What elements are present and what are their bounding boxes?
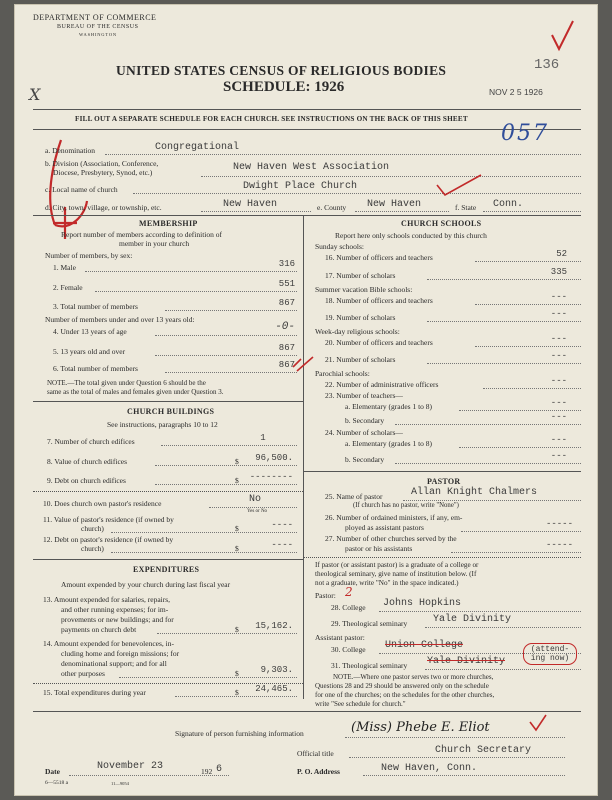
q1-value: 316 — [278, 259, 295, 269]
graduate-instruction-2: theological seminary, give name of institution below. (If — [315, 570, 477, 578]
membership-note: NOTE.—The total given under Question 6 should be the — [47, 379, 206, 387]
q18-value: --- — [550, 292, 567, 302]
margin-x-mark: X — [29, 85, 41, 104]
po-address-label: P. O. Address — [297, 767, 340, 776]
red-check-mark-icon — [549, 19, 577, 53]
q13-label-3: provements or new buildings; and for — [61, 615, 174, 624]
city-value: New Haven — [223, 199, 278, 210]
q10-value: No — [249, 494, 262, 505]
q23b-label: b. Secondary — [345, 416, 385, 425]
q13-label-4: payments on church debt — [61, 625, 137, 634]
bureau-label: BUREAU OF THE CENSUS — [57, 24, 139, 30]
members-by-age-label: Number of members under and over 13 years old: — [45, 315, 195, 324]
divider — [33, 129, 581, 130]
q13-label: 13. Amount expended for salaries, repairs, — [43, 595, 171, 604]
q5-label: 5. 13 years old and over — [53, 347, 126, 356]
q23b-value: --- — [550, 412, 567, 422]
denomination-value: Congregational — [155, 142, 240, 153]
q13-label-2: and other running expenses; for im- — [61, 605, 169, 614]
division-value: New Haven West Association — [233, 162, 390, 173]
assistant-pastor-label: Assistant pastor: — [315, 633, 365, 642]
q8-value: 96,500. — [255, 453, 293, 463]
summer-schools-label: Summer vacation Bible schools: — [315, 285, 413, 294]
q18-label: 18. Number of officers and teachers — [325, 296, 433, 305]
members-by-sex-label: Number of members, by sex: — [45, 251, 133, 260]
q2-value: 551 — [278, 279, 295, 289]
q15-value: 24,465. — [255, 684, 293, 694]
q20-label: 20. Number of officers and teachers — [325, 338, 433, 347]
date-label: Date — [45, 767, 60, 776]
form-number: 6—5518 a — [45, 780, 69, 786]
q23-label: 23. Number of teachers— — [325, 391, 403, 400]
membership-note-2: same as the total of males and females given under Question 3. — [47, 388, 224, 396]
q21-value: --- — [550, 351, 567, 361]
red-tick-icon — [291, 353, 317, 373]
q16-value: 52 — [556, 249, 567, 259]
q5-value: 867 — [278, 343, 295, 353]
red-check-mark-icon — [435, 173, 485, 197]
form-title: UNITED STATES CENSUS OF RELIGIOUS BODIES — [116, 63, 447, 78]
yes-or-no-hint: Yes or No — [247, 509, 268, 514]
q12-label: 12. Debt on pastor's residence (if owned by — [43, 535, 174, 544]
q24b-label: b. Secondary — [345, 455, 385, 464]
q31-value: Yale Divinity — [427, 656, 506, 667]
q24a-label: a. Elementary (grades 1 to 8) — [345, 439, 433, 448]
q14-value: 9,303. — [260, 665, 293, 675]
divider — [33, 711, 581, 712]
q29-label: 29. Theological seminary — [331, 619, 408, 628]
instruction-banner: FILL OUT A SEPARATE SCHEDULE FOR EACH CHURCH. SEE INSTRUCTIONS ON THE BACK OF THIS SHEET — [75, 115, 468, 123]
q24a-value: --- — [550, 435, 567, 445]
q19-value: --- — [550, 309, 567, 319]
q3-label: 3. Total number of members — [53, 302, 138, 311]
membership-heading: MEMBERSHIP — [139, 219, 198, 228]
q19-label: 19. Number of scholars — [325, 313, 396, 322]
received-stamp: NOV 2 5 1926 — [489, 87, 543, 97]
q25-hint: (If church has no pastor, write "None") — [353, 502, 459, 509]
q14-label: 14. Amount expended for benevolences, in- — [43, 639, 175, 648]
buildings-heading: CHURCH BUILDINGS — [127, 407, 215, 416]
pastor-note-4: write "See schedule for church." — [315, 700, 406, 708]
q14-label-4: other purposes — [61, 669, 105, 678]
census-schedule-sheet: DEPARTMENT OF COMMERCE BUREAU OF THE CENSUS WASHINGTON UNITED STATES CENSUS OF RELIGIOUS BODIES SCHEDULE: 1926 NOV 2 5 1926 136 X FILL OUT A SEPARATE SCHEDULE FOR EACH CHURCH. SEE INSTRUCTIONS ON THE BACK OF THIS SHEET 057 a. Denomination Congregational b. Division (Association, Conference, Diocese, Presbytery, Synod, etc.) New Haven West Association c. Local name of church Dwight Place Church d. City, town, village, or township, etc. New Haven e. County New Haven f. State Conn. MEMBERSHIP Report number of members according to definition of member in your church Number of members, by sex: 1. Male 316 2. Female 551 3. Total number of members 867 Number of members under and over 13 years old: 4. Under 13 years of age -0- 5. 13 years old and over 867 6. Total number of members 867 NOTE.—The total given under Question 6 should be the same as the total of males and females given under Question 3. CHURCH BUILDINGS See instructions, paragraphs 10 to 12 7. Number of church edifices 1 8. Value of church edifices $ 96,500. 9. Debt on church edifices $ -------- 10. Does church own pastor's residence No Yes or No 11. Value of pastor's residence (if owned by church) $ ---- 12. Debt on pastor's residence (if owned by church) $ ---- EXPENDITURES Amount expended by your church during last fiscal year 13. Amount expended for salaries, repairs, and other running expenses; for im- provements or new buildings; and for payments on church debt $ 15,162. 14. Amount expended for benevolences, in- cluding home and foreign missions; for denominational support; and for all other purposes $ 9,303. 15. Total expenditures during year $ 24,465. CHURCH SCHOOLS Report here only schools conducted by this church Sunday schools: 16. Number of officers and teachers 52 17. Number of scholars 335 Summer vacation Bible schools: 18. Number of officers and teachers --- 19. Number of scholars --- Week-day religious schools: 20. Number of officers and teachers --- 21. Number of scholars --- Parochial schools: 22. Number of administrative officers --- 23. Number of teachers— a. Elementary (grades 1 to 8) --- b. Secondary --- 24. Number of scholars— a. Elementary (grades 1 to 8) --- b. Secondary --- PASTOR 25. Name of pastor Allan Knight Chalmers (If church has no pastor, write "None") 26. Number of ordained ministers, if any, em- ployed as assistant pastors ----- 27. Number of other churches served by the pastor or his assistants ----- If pastor (or assistant pastor) is a graduate of a college or theological seminary, give name of institution below. (If not a graduate, write "No" in the space indicated.) Pastor: 2 28. College Johns Hopkins 29. Theological seminary Yale Divinity Assistant pastor: 30. College Union College 31. Theological seminary Yale Divinity (attend-ing now) NOTE.—Where one pastor serves two or more churches, Questions 28 and 29 should be answered only on the schedule for one of the churches; on the schedules for the other churches, write "See schedule for church." Signature of person furnishing information (Miss) Phebe E. Eliot Official title Church Secretary Date November 23 192 6 P. O. Address New Haven, Conn. 6—5518 a 11—9054 — [14, 4, 598, 796]
q31-attending-note: (attend-ing now) — [523, 643, 577, 665]
state-label: f. State — [455, 203, 477, 212]
county-label: e. County — [317, 203, 347, 212]
membership-instruction-2: member in your church — [119, 239, 190, 248]
expenditures-heading: EXPENDITURES — [133, 565, 200, 574]
divider — [33, 401, 303, 402]
q8-label: 8. Value of church edifices — [47, 457, 128, 466]
divider — [33, 109, 581, 110]
q11-label-2: church) — [81, 524, 104, 533]
print-number: 11—9054 — [111, 781, 129, 786]
weekday-schools-label: Week-day religious schools: — [315, 327, 400, 336]
q14-label-2: cluding home and foreign missions; for — [61, 649, 180, 658]
denomination-label: a. Denomination — [45, 146, 95, 155]
divider — [303, 471, 581, 472]
blue-code-number: 057 — [501, 121, 549, 146]
q30-label: 30. College — [331, 645, 366, 654]
q11-value: ---- — [271, 520, 293, 530]
pastor-note-3: for one of the churches; on the schedules for the other churches, — [315, 691, 495, 699]
signature-label: Signature of person furnishing information — [175, 729, 304, 738]
local-name-label: c. Local name of church — [45, 185, 118, 194]
date-value: November 23 — [97, 761, 164, 772]
q15-label: 15. Total expenditures during year — [43, 688, 146, 697]
q6-label: 6. Total number of members — [53, 364, 138, 373]
q23a-label: a. Elementary (grades 1 to 8) — [345, 402, 433, 411]
state-value: Conn. — [493, 199, 524, 210]
q3-value: 867 — [278, 298, 295, 308]
sheet-number: 136 — [534, 57, 560, 73]
official-title-label: Official title — [297, 749, 334, 758]
q24-label: 24. Number of scholars— — [325, 428, 403, 437]
schools-heading: CHURCH SCHOOLS — [401, 219, 482, 228]
schools-instruction: Report here only schools conducted by this church — [335, 231, 487, 240]
divider — [33, 559, 303, 560]
pastor-label: Pastor: — [315, 591, 336, 600]
q28-label: 28. College — [331, 603, 366, 612]
signature-value: (Miss) Phebe E. Eliot — [351, 720, 490, 735]
year-suffix: 6 — [216, 764, 223, 775]
q22-value: --- — [550, 376, 567, 386]
q10-label: 10. Does church own pastor's residence — [43, 499, 162, 508]
q28-value: Johns Hopkins — [383, 598, 462, 609]
q14-label-3: denominational support; and for all — [61, 659, 167, 668]
q4-label: 4. Under 13 years of age — [53, 327, 127, 336]
q11-label: 11. Value of pastor's residence (if owned by — [43, 515, 174, 524]
q13-value: 15,162. — [255, 621, 293, 631]
pastor-note: NOTE.—Where one pastor serves two or more churches, — [333, 673, 494, 681]
q27-value: ----- — [545, 540, 573, 550]
division-label: b. Division (Association, Conference, — [45, 159, 159, 168]
q17-value: 335 — [550, 267, 567, 277]
official-title-value: Church Secretary — [435, 745, 532, 756]
city-label: WASHINGTON — [79, 32, 117, 37]
column-divider — [303, 215, 304, 699]
q1-label: 1. Male — [53, 263, 76, 272]
po-address-value: New Haven, Conn. — [381, 763, 478, 774]
graduate-instruction: If pastor (or assistant pastor) is a graduate of a college or — [315, 561, 479, 569]
q22-label: 22. Number of administrative officers — [325, 380, 439, 389]
q30-value: Union College — [385, 640, 464, 651]
q23a-value: --- — [550, 398, 567, 408]
buildings-instruction: See instructions, paragraphs 10 to 12 — [107, 420, 218, 429]
pastor-red-mark: 2 — [345, 585, 353, 599]
local-name-value: Dwight Place Church — [243, 181, 358, 192]
county-value: New Haven — [367, 199, 422, 210]
city-label-field: d. City, town, village, or township, etc. — [45, 203, 162, 212]
q24b-value: --- — [550, 451, 567, 461]
q12-label-2: church) — [81, 544, 104, 553]
q2-label: 2. Female — [53, 283, 83, 292]
q9-label: 9. Debt on church edifices — [47, 476, 126, 485]
parochial-schools-label: Parochial schools: — [315, 369, 370, 378]
q20-value: --- — [550, 334, 567, 344]
q29-value: Yale Divinity — [433, 614, 512, 625]
q12-value: ---- — [271, 540, 293, 550]
q16-label: 16. Number of officers and teachers — [325, 253, 433, 262]
q4-value: -0- — [275, 321, 295, 333]
q27-label-2: pastor or his assistants — [345, 544, 413, 553]
q26-value: ----- — [545, 519, 573, 529]
division-label-2: Diocese, Presbytery, Synod, etc.) — [53, 168, 153, 177]
q26-label-2: ployed as assistant pastors — [345, 523, 424, 532]
schedule-title: SCHEDULE: 1926 — [223, 79, 345, 95]
q25-value: Allan Knight Chalmers — [411, 487, 538, 498]
pastor-note-2: Questions 28 and 29 should be answered only on the schedule — [315, 682, 489, 690]
graduate-instruction-3: not a graduate, write "No" in the space indicated.) — [315, 579, 459, 587]
expenditures-instruction: Amount expended by your church during last fiscal year — [61, 580, 231, 589]
red-tick-icon — [527, 713, 549, 733]
q6-value: 867 — [278, 360, 295, 370]
q27-label: 27. Number of other churches served by the — [325, 534, 457, 543]
sunday-schools-label: Sunday schools: — [315, 242, 364, 251]
q17-label: 17. Number of scholars — [325, 271, 396, 280]
department-label: DEPARTMENT OF COMMERCE — [33, 13, 157, 22]
q9-value: -------- — [249, 472, 293, 482]
divider — [33, 215, 581, 216]
q26-label: 26. Number of ordained ministers, if any, em- — [325, 513, 463, 522]
q31-label: 31. Theological seminary — [331, 661, 408, 670]
q7-value: 1 — [260, 433, 266, 443]
q25-label: 25. Name of pastor — [325, 492, 383, 501]
pastor-heading: PASTOR — [427, 477, 461, 486]
membership-instruction: Report number of members according to definition of — [61, 230, 222, 239]
q7-label: 7. Number of church edifices — [47, 437, 135, 446]
q21-label: 21. Number of scholars — [325, 355, 396, 364]
year-prefix: 192 — [201, 767, 213, 776]
